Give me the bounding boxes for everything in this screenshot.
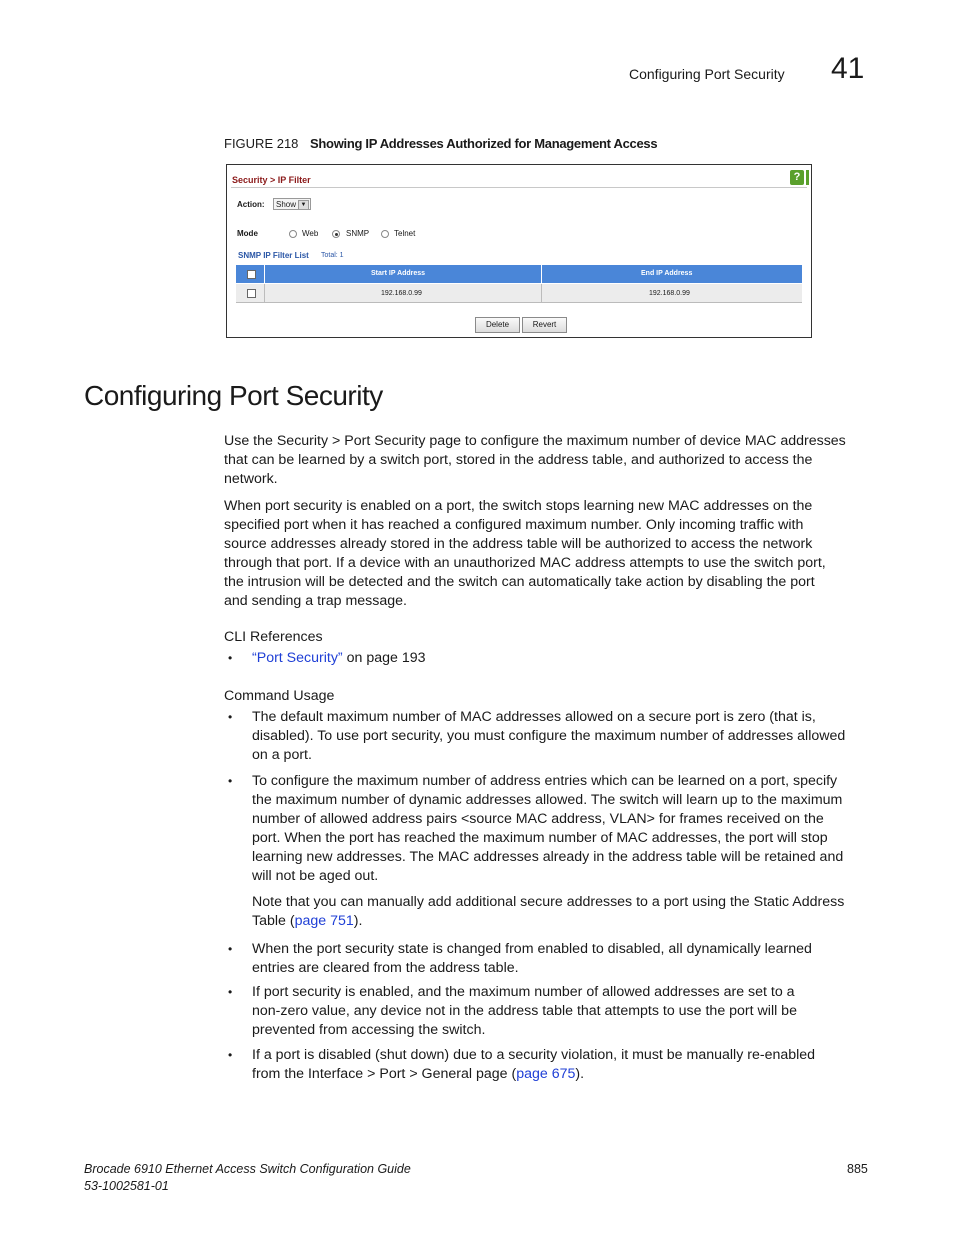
mode-radio-snmp-label: SNMP — [346, 229, 370, 238]
bullet-5-suffix: ). — [575, 1066, 585, 1082]
bullet-icon: • — [228, 651, 233, 665]
text-line: learning new addresses. The MAC addresses already in the address table will be retained and — [252, 849, 844, 865]
cli-reference-item — [252, 649, 872, 668]
bullet-icon: • — [228, 985, 233, 999]
usage-bullet-1 — [252, 708, 872, 765]
text-line: prevented from accessing the switch. — [252, 1022, 486, 1038]
text-line: and sending a trap message. — [224, 593, 407, 609]
chevron-down-icon: ▼ — [298, 200, 309, 210]
running-header-section: Configuring Port Security — [629, 66, 785, 82]
text-line: non-zero value, any device not in the address table that attempts to use the port will be — [252, 1003, 797, 1019]
text-line: When port security is enabled on a port, the switch stops learning new MAC addresses on the — [224, 498, 813, 514]
text-line: on a port. — [252, 747, 312, 763]
bullet-icon: • — [228, 710, 233, 724]
bullet-icon: • — [228, 1048, 233, 1062]
text-line: If port security is enabled, and the maximum number of allowed addresses are set to a — [252, 984, 795, 1000]
note-suffix: ). — [353, 913, 363, 929]
chapter-number: 41 — [831, 52, 865, 85]
text-line: port. When the port has reached the maximum number of MAC addresses, the port will stop — [252, 830, 828, 846]
figure-screenshot — [226, 164, 812, 338]
delete-button[interactable]: Delete — [475, 317, 520, 333]
text-line: number of allowed address pairs <source MAC address, VLAN> for frames received on the — [252, 811, 824, 827]
cell-end-ip: 192.168.0.99 — [649, 290, 690, 297]
column-divider — [541, 284, 542, 302]
text-line: disabled). To use port security, you must configure the maximum number of addresses allowed — [252, 728, 846, 744]
column-header-start-ip: Start IP Address — [371, 270, 426, 277]
intro-paragraph-1 — [224, 432, 872, 489]
text-line — [252, 1065, 872, 1084]
bullet-icon: • — [228, 942, 233, 956]
help-icon-edge — [806, 170, 809, 185]
command-usage-heading: Command Usage — [224, 688, 335, 704]
text-line — [252, 912, 872, 931]
note-prefix: Table ( — [252, 913, 295, 929]
mode-radio-snmp[interactable] — [332, 230, 340, 238]
table-header — [236, 265, 802, 283]
column-header-end-ip: End IP Address — [641, 270, 693, 277]
footer-doc-title: Brocade 6910 Ethernet Access Switch Configuration Guide — [84, 1162, 411, 1176]
column-divider — [541, 265, 542, 283]
footer-doc-number: 53-1002581-01 — [84, 1179, 169, 1193]
text-line: the intrusion will be detected and the switch can automatically take action by disabling the port — [224, 574, 815, 590]
text-line: Note that you can manually add additional secure addresses to a port using the Static Address — [252, 894, 845, 910]
usage-bullet-2-note — [252, 893, 872, 931]
text-line: The default maximum number of MAC addresses allowed on a secure port is zero (that is, — [252, 709, 816, 725]
figure-label: FIGURE 218 — [224, 136, 299, 151]
action-label: Action: — [237, 200, 265, 209]
list-total: Total: 1 — [321, 252, 344, 259]
text-line: network. — [224, 471, 278, 487]
breadcrumb-divider — [231, 187, 807, 188]
text-line: If a port is disabled (shut down) due to a security violation, it must be manually re-enabled — [252, 1047, 816, 1063]
mode-radio-telnet[interactable] — [381, 230, 389, 238]
list-title: SNMP IP Filter List — [238, 251, 309, 260]
text-line: To configure the maximum number of address entries which can be learned on a port, specify — [252, 773, 838, 789]
column-divider — [264, 284, 265, 302]
usage-bullet-5 — [252, 1046, 872, 1084]
mode-radio-web-label: Web — [302, 229, 319, 238]
row-checkbox[interactable] — [247, 289, 256, 298]
figure-caption — [224, 136, 657, 151]
text-line: the maximum number of dynamic addresses allowed. The switch will learn up to the maximum — [252, 792, 843, 808]
page-751-link[interactable]: page 751 — [294, 913, 354, 929]
breadcrumb: Security > IP Filter — [232, 175, 311, 185]
table-row — [236, 284, 802, 303]
text-line: through that port. If a device with an unauthorized MAC address attempts to use the switch port, — [224, 555, 826, 571]
mode-label: Mode — [237, 229, 258, 238]
section-title: Configuring Port Security — [84, 380, 383, 411]
bullet-5-prefix: from the Interface > Port > General page ( — [252, 1066, 517, 1082]
text-line: entries are cleared from the address table. — [252, 960, 519, 976]
action-select[interactable] — [273, 198, 311, 210]
footer-page-number: 885 — [847, 1162, 868, 1176]
usage-bullet-3 — [252, 940, 872, 978]
action-select-value: Show — [276, 200, 297, 209]
text-line: will not be aged out. — [252, 868, 379, 884]
text-line: that can be learned by a switch port, stored in the address table, and authorized to access the — [224, 452, 813, 468]
text-line: source addresses already stored in the address table will be authorized to access the network — [224, 536, 813, 552]
page-675-link[interactable]: page 675 — [516, 1066, 576, 1082]
revert-button[interactable]: Revert — [522, 317, 567, 333]
cli-reference-page: on page 193 — [342, 650, 426, 666]
text-line: When the port security state is changed from enabled to disabled, all dynamically learned — [252, 941, 812, 957]
cell-start-ip: 192.168.0.99 — [381, 290, 422, 297]
text-line: Use the Security > Port Security page to configure the maximum number of device MAC addresses — [224, 433, 846, 449]
figure-title: Showing IP Addresses Authorized for Management Access — [310, 136, 658, 151]
usage-bullet-2 — [252, 772, 872, 886]
usage-bullet-4 — [252, 983, 872, 1040]
bullet-icon: • — [228, 774, 233, 788]
cli-reference-link[interactable]: “Port Security” — [252, 650, 343, 666]
column-divider — [264, 265, 265, 283]
select-all-checkbox[interactable] — [247, 270, 256, 279]
mode-radio-telnet-label: Telnet — [394, 229, 416, 238]
text-line: specified port when it has reached a configured maximum number. Only incoming traffic with — [224, 517, 804, 533]
help-icon[interactable]: ? — [790, 170, 804, 185]
mode-radio-web[interactable] — [289, 230, 297, 238]
cli-references-heading: CLI References — [224, 629, 323, 645]
intro-paragraph-2 — [224, 497, 872, 611]
